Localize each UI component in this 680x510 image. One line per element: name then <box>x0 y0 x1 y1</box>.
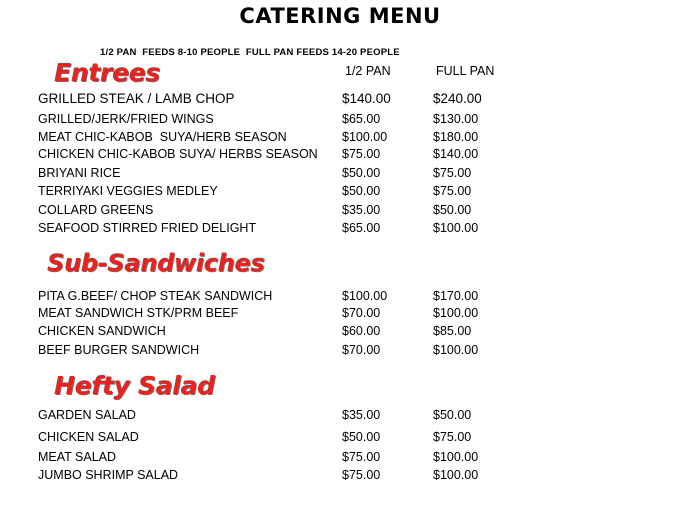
item-price-half-pan: $35.00 <box>342 203 381 217</box>
item-name: MEAT SANDWICH STK/PRM BEEF <box>38 306 239 320</box>
item-price-half-pan: $70.00 <box>342 306 381 320</box>
item-price-half-pan: $100.00 <box>342 130 388 144</box>
item-name: BRIYANI RICE <box>38 166 121 180</box>
item-price-half-pan: $65.00 <box>342 112 381 126</box>
item-price-full-pan: $170.00 <box>433 289 479 303</box>
table-row <box>38 408 658 424</box>
item-price-half-pan: $50.00 <box>342 184 381 198</box>
column-header-half-pan: 1/2 PAN <box>345 64 391 78</box>
item-price-full-pan: $75.00 <box>433 430 472 444</box>
item-price-full-pan: $180.00 <box>433 130 479 144</box>
item-name: BEEF BURGER SANDWICH <box>38 343 200 357</box>
item-price-full-pan: $75.00 <box>433 184 472 198</box>
item-price-full-pan: $130.00 <box>433 112 479 126</box>
item-price-half-pan: $75.00 <box>342 450 381 464</box>
item-price-full-pan: $85.00 <box>433 324 472 338</box>
item-price-full-pan: $240.00 <box>433 91 482 106</box>
table-row <box>38 130 658 146</box>
table-row <box>38 343 658 359</box>
item-name: JUMBO SHRIMP SALAD <box>38 468 179 482</box>
item-price-half-pan: $35.00 <box>342 408 381 422</box>
item-name: GARDEN SALAD <box>38 408 136 422</box>
item-price-full-pan: $100.00 <box>433 468 479 482</box>
item-name: CHICKEN CHIC-KABOB SUYA/ HERBS SEASON <box>38 147 318 161</box>
item-price-full-pan: $100.00 <box>433 221 479 235</box>
item-price-full-pan: $100.00 <box>433 306 479 320</box>
item-price-half-pan: $140.00 <box>342 91 391 106</box>
item-name: CHICKEN SANDWICH <box>38 324 166 338</box>
item-price-full-pan: $50.00 <box>433 203 472 217</box>
item-name: CHICKEN SALAD <box>38 430 139 444</box>
table-row <box>38 430 658 446</box>
table-row <box>38 289 658 305</box>
item-name: PITA G.BEEF/ CHOP STEAK SANDWICH <box>38 289 273 303</box>
column-header-full-pan: FULL PAN <box>436 64 495 78</box>
item-price-half-pan: $50.00 <box>342 166 381 180</box>
item-price-full-pan: $100.00 <box>433 450 479 464</box>
table-row <box>38 450 658 466</box>
item-name: GRILLED STEAK / LAMB CHOP <box>38 91 235 106</box>
item-name: SEAFOOD STIRRED FRIED DELIGHT <box>38 221 257 235</box>
table-row <box>38 221 658 237</box>
serving-note: 1/2 PAN FEEDS 8-10 PEOPLE FULL PAN FEEDS 14-20 PEOPLE <box>100 47 400 58</box>
table-row <box>38 147 658 163</box>
item-price-full-pan: $50.00 <box>433 408 472 422</box>
item-price-half-pan: $100.00 <box>342 289 388 303</box>
section-heading-hefty-salad: Hefty Salad <box>54 371 215 400</box>
item-price-half-pan: $75.00 <box>342 468 381 482</box>
section-heading-sub-sandwiches: Sub-Sandwiches <box>47 249 265 277</box>
table-row <box>38 91 658 107</box>
item-name: TERRIYAKI VEGGIES MEDLEY <box>38 184 218 198</box>
table-row <box>38 468 658 484</box>
item-price-full-pan: $140.00 <box>433 147 479 161</box>
item-name: GRILLED/JERK/FRIED WINGS <box>38 112 214 126</box>
table-row <box>38 324 658 340</box>
item-name: COLLARD GREENS <box>38 203 154 217</box>
table-row <box>38 166 658 182</box>
item-price-half-pan: $65.00 <box>342 221 381 235</box>
item-price-half-pan: $50.00 <box>342 430 381 444</box>
table-row <box>38 112 658 128</box>
table-row <box>38 184 658 200</box>
item-name: MEAT CHIC-KABOB SUYA/HERB SEASON <box>38 130 287 144</box>
item-price-full-pan: $75.00 <box>433 166 472 180</box>
item-price-half-pan: $70.00 <box>342 343 381 357</box>
item-name: MEAT SALAD <box>38 450 117 464</box>
item-price-half-pan: $60.00 <box>342 324 381 338</box>
item-price-half-pan: $75.00 <box>342 147 381 161</box>
section-heading-entrees: Entrees <box>54 58 160 87</box>
item-price-full-pan: $100.00 <box>433 343 479 357</box>
page-title: CATERING MENU <box>239 4 441 28</box>
table-row <box>38 203 658 219</box>
table-row <box>38 306 658 322</box>
